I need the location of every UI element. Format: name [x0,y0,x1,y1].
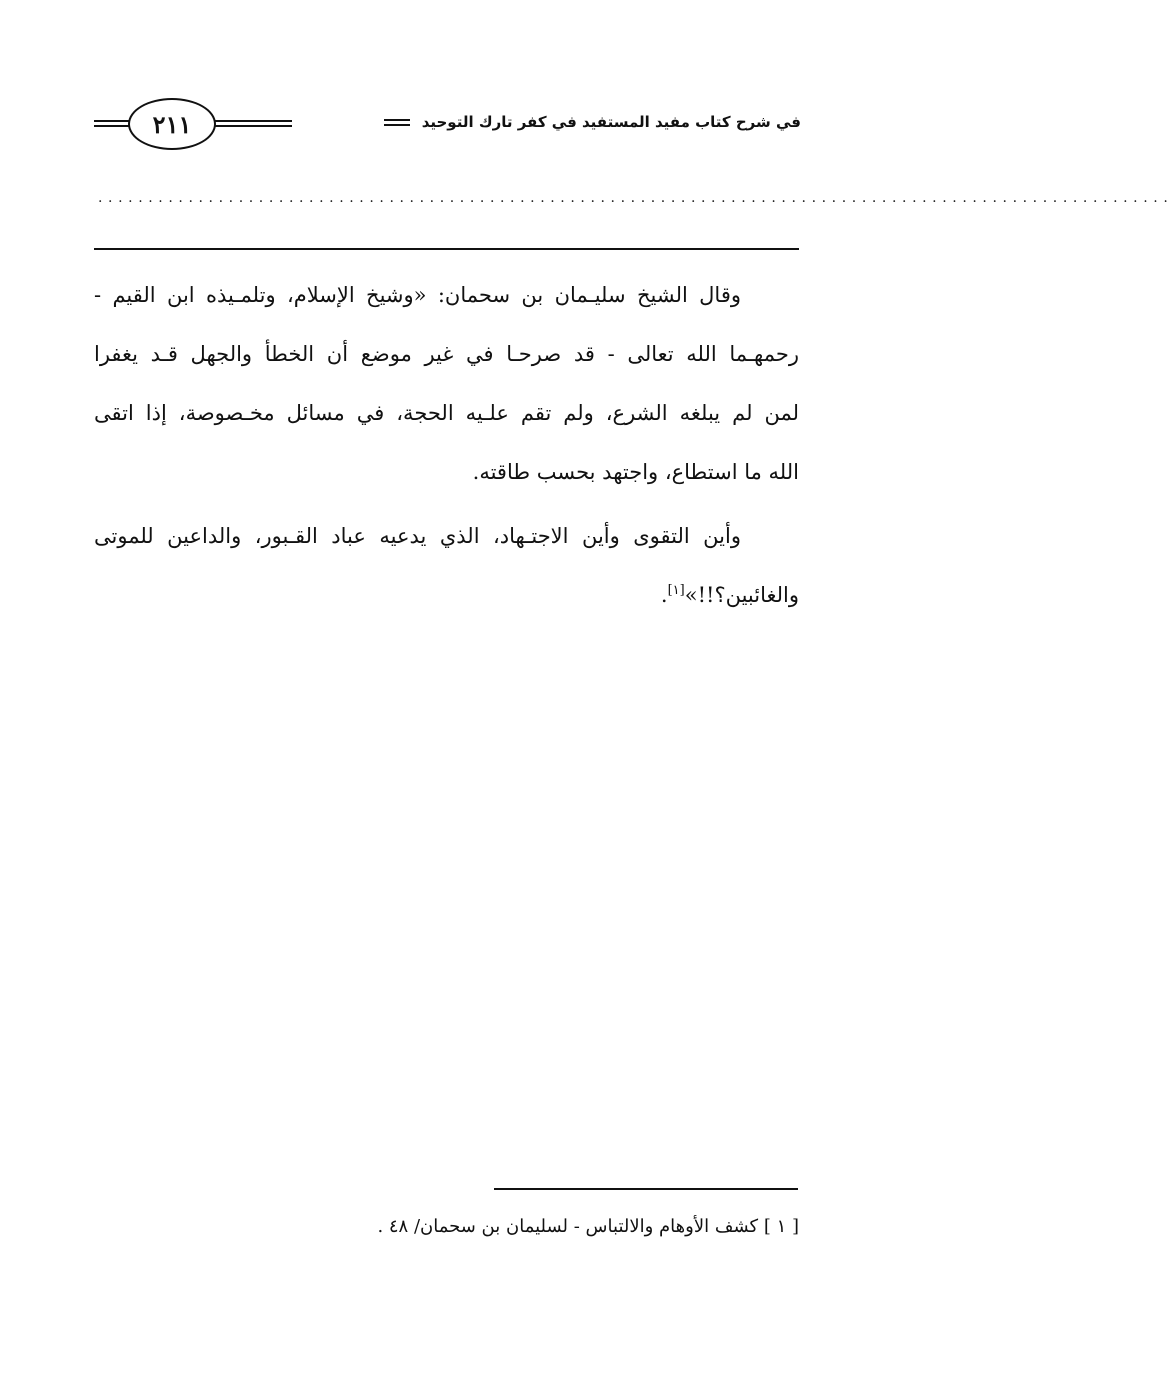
footnote: [ ١ ] كشف الأوهام والالتباس - لسليمان بن سحمان/ ٤٨ . [377,1216,799,1237]
text-line-last [94,566,799,625]
header-left-rule [94,120,130,127]
page-number: ٢١١ [152,109,192,139]
text-line: الله ما استطاع، واجتهد بحسب طاقته. [472,460,799,484]
paragraph-1 [94,266,799,502]
text-line: رحمهـما الله تعالى - قد صرحـا في غير موضع أن الخطأ والجهل قـد يغفرا [94,342,799,366]
text-line: وقال الشيخ سليـمان بن سحمان: «وشيخ الإسلام، وتلمـيذه ابن القيم - [94,283,741,307]
text-line: وأين التقوى وأين الاجتـهاد، الذي يدعيه عباد القـبور، والداعين للموتى [94,524,741,548]
running-title: في شرح كتاب مفيد المستفيد في كفر تارك التوحيد [421,113,801,131]
dotted-separator: ........................................................................................................... [98,190,1173,206]
sentence-end: . [660,583,668,607]
running-header [384,112,801,132]
header-right-rule [214,120,292,127]
footnote-reference: [١] [667,583,685,598]
text-line: لمن لم يبلغه الشرع، ولم تقم علـيه الحجة، في مسائل مخـصوصة، إذا اتقى [94,401,799,425]
text-fragment: والغائبين؟!!» [684,583,799,607]
header-rule [94,248,799,250]
footnote-rule [494,1188,798,1190]
paragraph-2 [94,507,799,625]
page-number-oval [128,98,216,150]
header-title-rule [384,119,410,126]
